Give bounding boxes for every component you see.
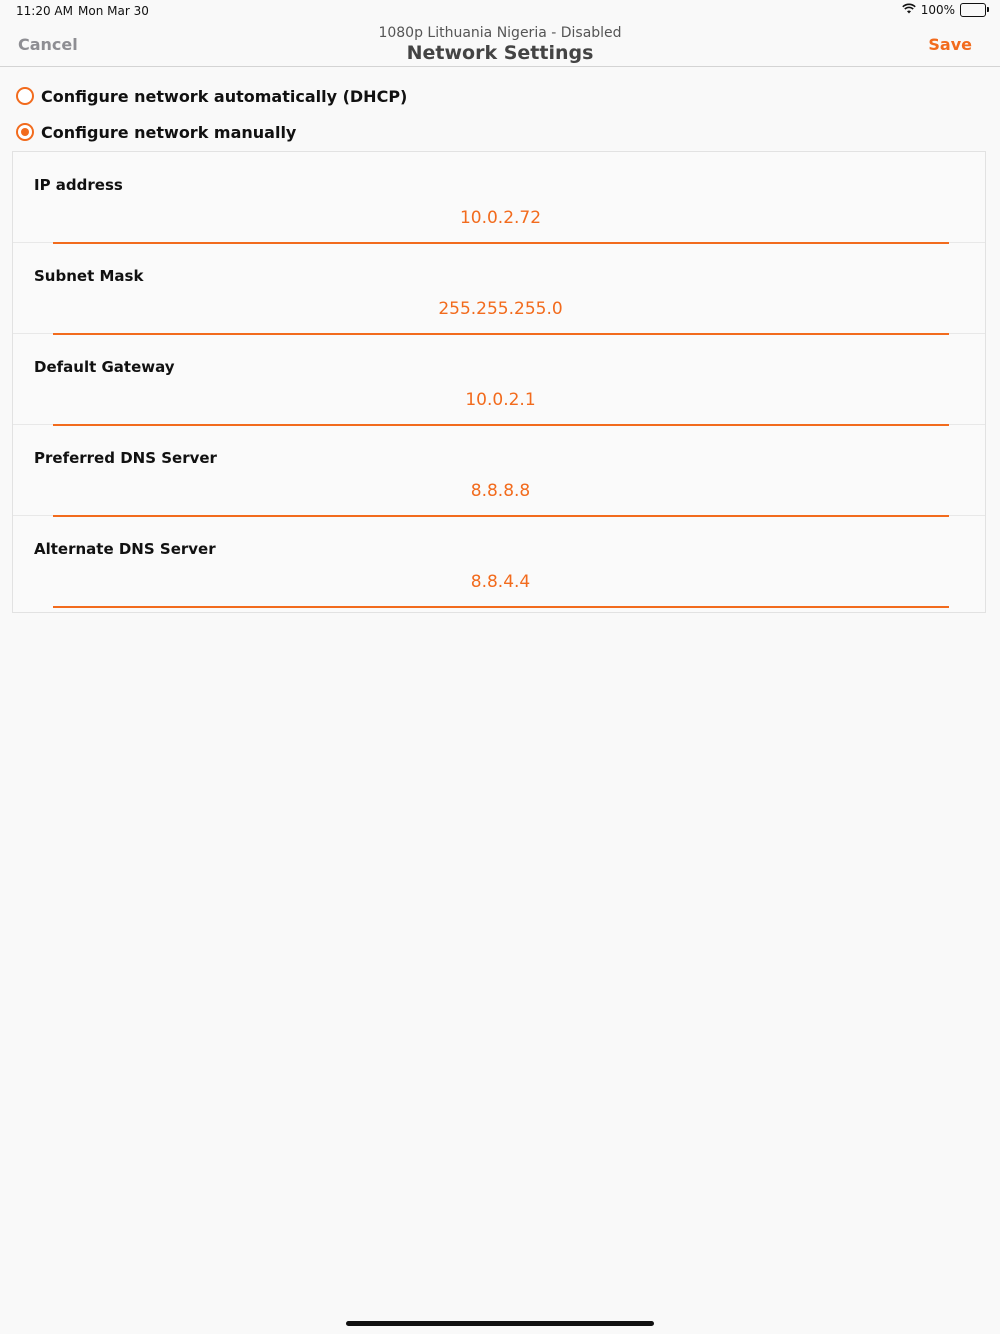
navigation-bar bbox=[0, 24, 1000, 67]
alternate-dns-input[interactable] bbox=[53, 572, 948, 592]
field-label: Alternate DNS Server bbox=[34, 540, 216, 558]
status-indicators bbox=[902, 3, 986, 17]
field-label: Default Gateway bbox=[34, 358, 175, 376]
default-gateway-field bbox=[13, 334, 985, 425]
ip-address-input[interactable] bbox=[53, 208, 948, 228]
preferred-dns-field bbox=[13, 425, 985, 516]
status-time: 11:20 AM bbox=[16, 4, 73, 18]
battery-icon bbox=[960, 3, 986, 17]
manual-network-form bbox=[12, 151, 986, 613]
preferred-dns-input[interactable] bbox=[53, 481, 948, 501]
field-underline bbox=[53, 606, 949, 608]
status-bar bbox=[0, 0, 1000, 24]
home-indicator[interactable] bbox=[346, 1321, 654, 1326]
dhcp-option-label: Configure network automatically (DHCP) bbox=[41, 86, 408, 106]
status-date: Mon Mar 30 bbox=[78, 4, 149, 18]
manual-option-label: Configure network manually bbox=[41, 122, 297, 142]
subnet-mask-field bbox=[13, 243, 985, 334]
wifi-icon bbox=[902, 3, 916, 17]
default-gateway-input[interactable] bbox=[53, 390, 948, 410]
radio-unchecked-icon[interactable] bbox=[16, 87, 34, 105]
subnet-mask-input[interactable] bbox=[53, 299, 948, 319]
field-label: IP address bbox=[34, 176, 123, 194]
ip-address-field bbox=[13, 152, 985, 243]
save-button[interactable]: Save bbox=[928, 35, 972, 54]
nav-subtitle: 1080p Lithuania Nigeria - Disabled bbox=[378, 25, 622, 41]
radio-checked-icon[interactable] bbox=[16, 123, 34, 141]
alternate-dns-field bbox=[13, 516, 985, 606]
field-label: Preferred DNS Server bbox=[34, 449, 217, 467]
page-title: Network Settings bbox=[406, 42, 594, 64]
dhcp-option[interactable] bbox=[16, 81, 407, 111]
manual-option[interactable] bbox=[16, 117, 296, 147]
battery-percent: 100% bbox=[920, 3, 955, 17]
cancel-button[interactable]: Cancel bbox=[18, 35, 78, 54]
field-label: Subnet Mask bbox=[34, 267, 144, 285]
